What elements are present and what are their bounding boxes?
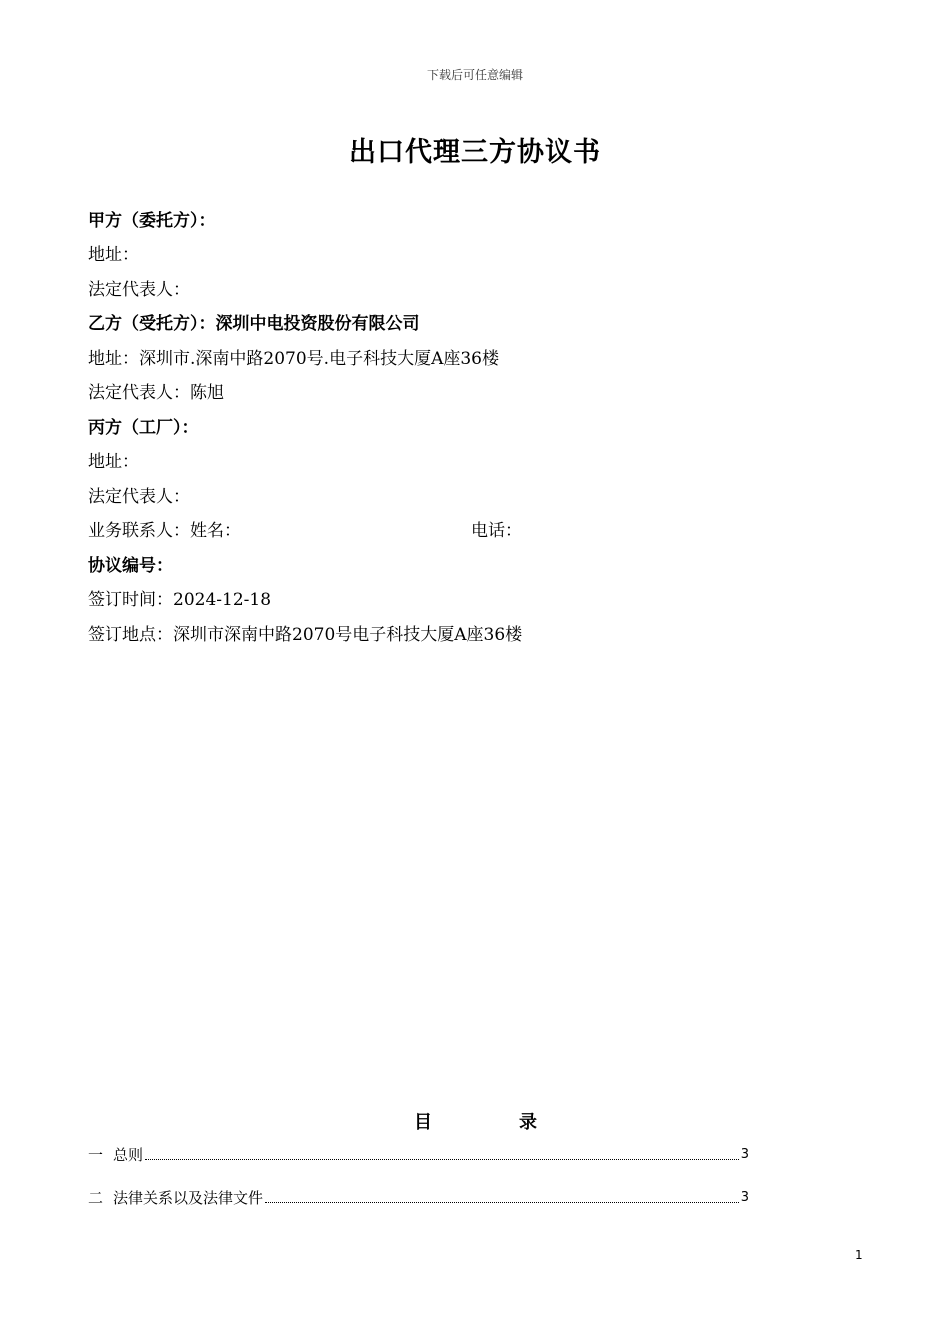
party-c-contact: 业务联系人：姓名：	[88, 521, 241, 541]
toc-item-label: 总则	[113, 1146, 144, 1164]
sign-date: 签订时间：2024-12-18	[88, 590, 272, 610]
party-a-representative: 法定代表人：	[88, 280, 190, 300]
party-a-address: 地址：	[88, 245, 139, 265]
party-c-representative: 法定代表人：	[88, 487, 190, 507]
party-b-address: 地址：深圳市.深南中路2070号.电子科技大厦A座36楼	[88, 349, 499, 369]
document-title: 出口代理三方协议书	[349, 137, 601, 168]
toc-item[interactable]	[88, 1145, 749, 1165]
toc-item-page: 3	[740, 1147, 749, 1162]
party-c-heading: 丙方（工厂）：	[88, 418, 199, 438]
party-b-representative: 法定代表人：陈旭	[88, 383, 224, 403]
toc-item-number: 一	[88, 1146, 104, 1164]
toc-title-left: 目	[414, 1112, 432, 1133]
party-b-heading: 乙方（受托方）：深圳中电投资股份有限公司	[88, 314, 420, 334]
sign-place: 签订地点：深圳市深南中路2070号电子科技大厦A座36楼	[88, 625, 523, 645]
toc-item-page: 3	[740, 1190, 749, 1205]
toc-title-right: 录	[519, 1112, 537, 1133]
party-c-address: 地址：	[88, 452, 139, 472]
header-note: 下载后可任意编辑	[426, 68, 523, 82]
toc-leader-dots	[265, 1201, 739, 1203]
party-a-heading: 甲方（委托方）：	[88, 211, 216, 231]
toc-item[interactable]	[88, 1188, 749, 1208]
party-c-phone: 电话：	[471, 521, 522, 541]
toc-leader-dots	[145, 1158, 739, 1160]
toc-item-number: 二	[88, 1189, 104, 1207]
toc-item-label: 法律关系以及法律文件	[113, 1189, 264, 1207]
agreement-number-label: 协议编号：	[88, 556, 173, 576]
page-number: 1	[855, 1248, 863, 1262]
